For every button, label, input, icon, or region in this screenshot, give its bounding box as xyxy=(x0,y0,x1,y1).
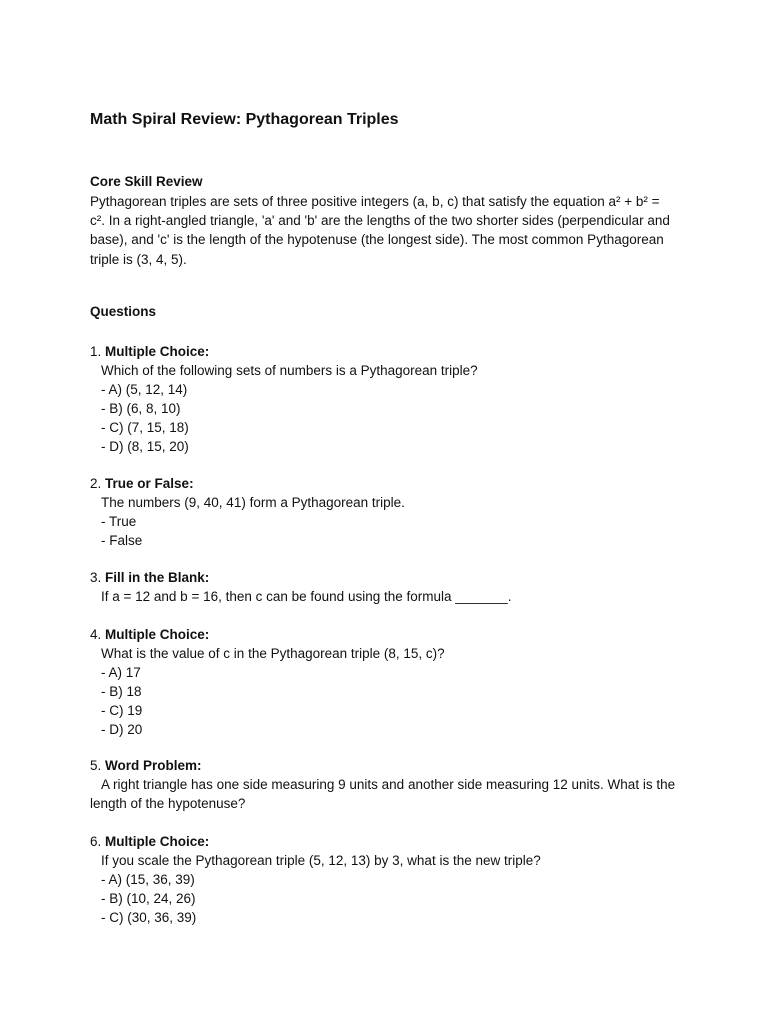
core-skill-text: Pythagorean triples are sets of three positive integers (a, b, c) that satisfy the equation a² + b² = c². In a right-angled triangle, 'a' and 'b' are the lengths of the two shorter sides (perpendicular and base), and 'c' is the length of the hypotenuse (the longest side). The most common Pythagorean triple is (3, 4, 5). xyxy=(90,194,670,267)
answer-option-c: - C) 19 xyxy=(101,703,143,718)
question-prompt: If you scale the Pythagorean triple (5, 12, 13) by 3, what is the new triple? xyxy=(101,853,541,868)
question-3 xyxy=(90,568,680,606)
core-skill-heading: Core Skill Review xyxy=(90,174,203,189)
question-type: Word Problem: xyxy=(105,758,202,773)
question-5 xyxy=(90,756,680,813)
question-2 xyxy=(90,474,680,550)
answer-option-c: - C) (7, 15, 18) xyxy=(101,420,189,435)
question-prompt: What is the value of c in the Pythagorean triple (8, 15, c)? xyxy=(101,646,445,661)
question-type: Fill in the Blank: xyxy=(105,570,210,585)
page-title: Math Spiral Review: Pythagorean Triples xyxy=(90,111,399,128)
questions-heading: Questions xyxy=(90,304,157,319)
question-3-header xyxy=(90,568,680,587)
answer-option-d: - D) (8, 15, 20) xyxy=(101,439,189,454)
question-4 xyxy=(90,625,680,739)
question-type: Multiple Choice: xyxy=(105,834,210,849)
answer-option-b: - B) 18 xyxy=(101,684,142,699)
answer-option-b: - B) (10, 24, 26) xyxy=(101,891,196,906)
answer-option-b: - B) (6, 8, 10) xyxy=(101,401,181,416)
question-prompt: Which of the following sets of numbers is a Pythagorean triple? xyxy=(101,363,478,378)
question-4-header xyxy=(90,625,680,644)
answer-option-a: - A) (5, 12, 14) xyxy=(101,382,188,397)
question-number: 4. xyxy=(90,627,102,642)
answer-option-a: - A) (15, 36, 39) xyxy=(101,872,195,887)
question-number: 5. xyxy=(90,758,102,773)
question-prompt: The numbers (9, 40, 41) form a Pythagorean triple. xyxy=(101,495,405,510)
question-number: 1. xyxy=(90,344,102,359)
question-1-header xyxy=(90,342,680,361)
question-type: Multiple Choice: xyxy=(105,344,210,359)
question-number: 2. xyxy=(90,476,102,491)
question-number: 6. xyxy=(90,834,102,849)
question-2-header xyxy=(90,474,680,493)
question-prompt: A right triangle has one side measuring 9 units and another side measuring 12 units. What is the length of the hypotenuse? xyxy=(90,777,676,811)
question-type: True or False: xyxy=(105,476,194,491)
answer-option-false: - False xyxy=(101,533,143,548)
answer-option-true: - True xyxy=(101,514,137,529)
question-type: Multiple Choice: xyxy=(105,627,210,642)
question-number: 3. xyxy=(90,570,102,585)
answer-option-a: - A) 17 xyxy=(101,665,141,680)
question-1 xyxy=(90,342,680,456)
question-6 xyxy=(90,832,680,927)
answer-option-d: - D) 20 xyxy=(101,722,143,737)
question-prompt: If a = 12 and b = 16, then c can be found using the formula _______. xyxy=(101,589,512,604)
question-5-header xyxy=(90,756,680,775)
answer-option-c: - C) (30, 36, 39) xyxy=(101,910,197,925)
question-6-header xyxy=(90,832,680,851)
